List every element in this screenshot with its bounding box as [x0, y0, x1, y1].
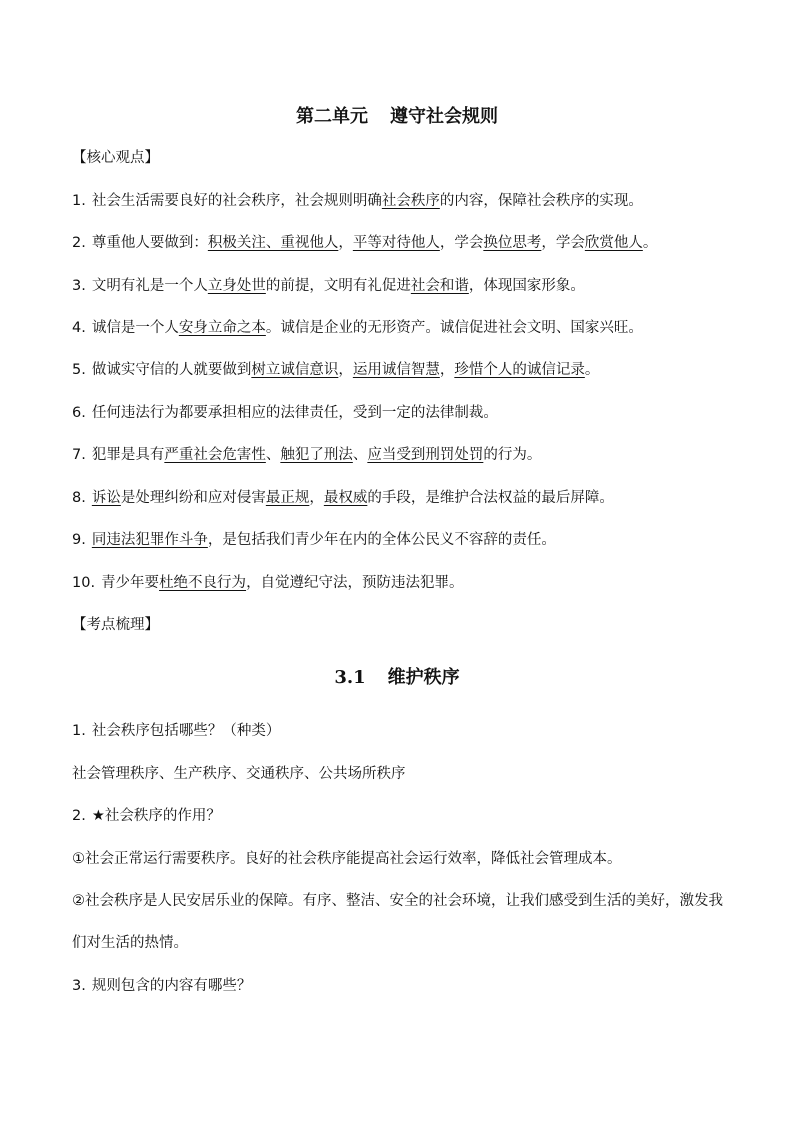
- underlined-keyword: 触犯了刑法: [280, 447, 353, 463]
- underlined-keyword: 严重社会危害性: [164, 447, 266, 463]
- point-text: ，学会: [541, 235, 585, 251]
- point-text: 尊重他人要做到：: [91, 235, 208, 251]
- point-text: 做诚实守信的人就要做到: [91, 362, 252, 378]
- point-text: ，自觉遵纪守法，预防违法犯罪。: [246, 575, 464, 591]
- point-text: 、: [352, 447, 368, 463]
- point-text: ，体现国家形象。: [468, 278, 585, 294]
- core-point: [72, 191, 732, 211]
- underlined-keyword: 应当受到刑罚处罚: [367, 447, 484, 463]
- underlined-keyword: 杜绝不良行为: [159, 575, 247, 591]
- core-point: [72, 360, 732, 380]
- point-number: 7.: [72, 447, 86, 463]
- point-text: 犯罪是具有: [91, 447, 165, 463]
- point-number: 4.: [72, 320, 86, 336]
- core-point: [72, 445, 732, 465]
- point-text: 诚信是一个人: [91, 320, 179, 336]
- question-text: ★社会秩序的作用？: [91, 808, 221, 824]
- underlined-keyword: 换位思考: [483, 235, 542, 251]
- point-text: 的行为。: [483, 447, 542, 463]
- unit-number: 第二单元: [296, 106, 368, 127]
- section-name: 维护秩序: [387, 667, 460, 688]
- underlined-keyword: 运用诚信智慧: [352, 362, 440, 378]
- point-text: 、: [265, 447, 281, 463]
- question-text: 社会秩序包括哪些？（种类）: [91, 723, 281, 739]
- point-text: 的内容，保障社会秩序的实现。: [439, 193, 643, 209]
- underlined-keyword: 积极关注、重视他人: [207, 235, 339, 251]
- underlined-keyword: 珍惜个人的诚信记录: [454, 362, 585, 378]
- question-text: 规则包含的内容有哪些？: [91, 978, 252, 994]
- point-text: ，: [439, 362, 455, 378]
- core-heading: 【核心观点】: [72, 150, 159, 166]
- point-text: ，: [338, 235, 353, 251]
- question-number: 1.: [72, 723, 86, 739]
- core-point: [72, 488, 732, 508]
- point-text: 社会生活需要良好的社会秩序，社会规则明确: [91, 193, 382, 209]
- underlined-keyword: 社会秩序: [381, 193, 440, 209]
- core-point: [72, 233, 732, 253]
- core-point: [72, 276, 732, 296]
- underlined-keyword: 树立诚信意识: [251, 362, 339, 378]
- point-text: 的前提，文明有礼促进: [265, 278, 411, 294]
- section-title: [0, 666, 794, 690]
- question-number: 3.: [72, 978, 86, 994]
- underlined-keyword: 立身处世: [207, 278, 266, 294]
- section-number: 3.1: [334, 667, 366, 688]
- point-number: 10.: [72, 575, 96, 591]
- point-text: ，是包括我们青少年在内的全体公民义不容辞的责任。: [207, 532, 556, 548]
- point-text: ，学会: [439, 235, 484, 251]
- question-2: [72, 806, 732, 826]
- point-text: 。诚信是企业的无形资产。诚信促进社会文明、国家兴旺。: [265, 320, 643, 336]
- question-3: [72, 976, 732, 996]
- core-point: [72, 573, 732, 593]
- underlined-keyword: 诉讼: [91, 490, 121, 506]
- point-number: 1.: [72, 193, 86, 209]
- answer-1: 社会管理秩序、生产秩序、交通秩序、公共场所秩序: [72, 766, 406, 782]
- point-text: ，: [309, 490, 324, 506]
- unit-name: 遵守社会规则: [390, 106, 498, 127]
- question-1: [72, 721, 732, 741]
- underlined-keyword: 安身立命之本: [178, 320, 266, 336]
- underlined-keyword: 同违法犯罪作斗争: [91, 532, 208, 548]
- core-point: [72, 530, 732, 550]
- point-text: 文明有礼是一个人: [91, 278, 208, 294]
- point-text: 的手段，是维护合法权益的最后屏障。: [367, 490, 614, 506]
- point-text: 青少年要: [101, 575, 160, 591]
- review-heading: 【考点梳理】: [72, 617, 159, 633]
- point-text: 任何违法行为都要承担相应的法律责任，受到一定的法律制裁。: [91, 405, 498, 421]
- point-number: 5.: [72, 362, 86, 378]
- unit-title: [0, 105, 794, 129]
- point-number: 2.: [72, 235, 86, 251]
- underlined-keyword: 欣赏他人: [584, 235, 643, 251]
- core-point: [72, 318, 732, 338]
- answer-2-point-2: ②社会秩序是人民安居乐业的保障。有序、整洁、安全的社会环境，让我们感受到生活的美好，激发我们对生活的热情。: [72, 893, 723, 951]
- underlined-keyword: 最权威: [323, 490, 368, 506]
- point-text: 是处理纠纷和应对侵害: [120, 490, 266, 506]
- point-text: ，: [338, 362, 353, 378]
- point-text: 。: [584, 362, 600, 378]
- point-number: 9.: [72, 532, 86, 548]
- underlined-keyword: 最正规: [265, 490, 310, 506]
- answer-2-point-1: ①社会正常运行需要秩序。良好的社会秩序能提高社会运行效率，降低社会管理成本。: [72, 851, 622, 867]
- underlined-keyword: 平等对待他人: [352, 235, 440, 251]
- point-number: 6.: [72, 405, 86, 421]
- point-text: 。: [642, 235, 658, 251]
- underlined-keyword: 社会和谐: [410, 278, 469, 294]
- question-number: 2.: [72, 808, 86, 824]
- core-point: [72, 403, 732, 423]
- point-number: 8.: [72, 490, 86, 506]
- point-number: 3.: [72, 278, 86, 294]
